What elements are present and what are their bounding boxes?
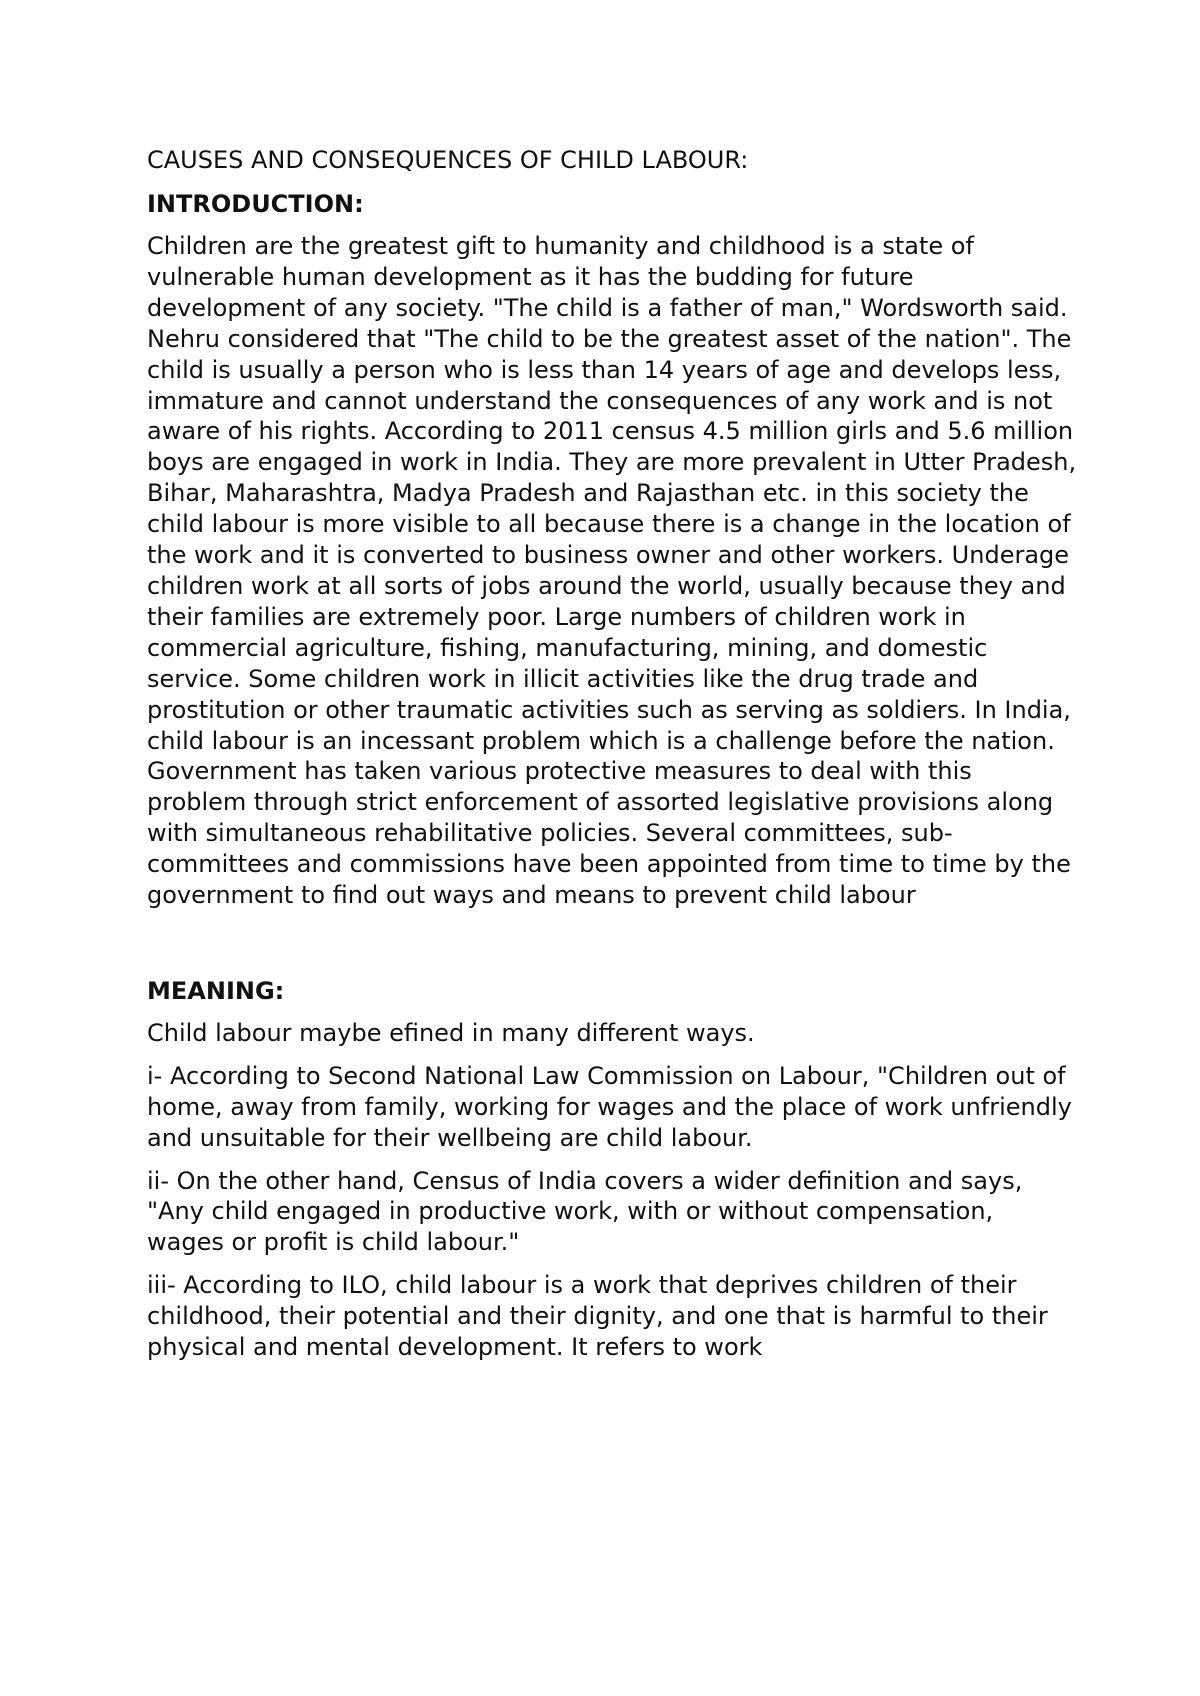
definition-item-1: i- According to Second National Law Commission on Labour, "Children out of home, away from family, working for wages and the place of work unfriendly and unsuitable for their wellbeing are child labour. (147, 1061, 1072, 1152)
introduction-heading: INTRODUCTION: (147, 190, 364, 218)
meaning-heading: MEANING: (147, 976, 285, 1005)
meaning-intro: Child labour maybe efined in many different ways. (147, 1018, 755, 1047)
document-body (147, 143, 1077, 1363)
document-title: CAUSES AND CONSEQUENCES OF CHILD LABOUR: (147, 146, 749, 174)
definition-item-3: iii- According to ILO, child labour is a work that deprives children of their childhood, their potential and their dignity, and one that is harmful to their physical and mental development. It refers to work (147, 1271, 1048, 1362)
introduction-paragraph: Children are the greatest gift to humanity and childhood is a state of vulnerable human development as it has the budding for future development of any society. "The child is a father of man," Wordsworth said. Nehru considered that "The child to be the greatest asset of the nation". The child is usually a person who is less than 14 years of age and develops less, immature and cannot understand the consequences of any work and is not aware of his rights. According to 2011 census 4.5 million girls and 5.6 million boys are engaged in work in India. They are more prevalent in Utter Pradesh, Bihar, Maharashtra, Madya Pradesh and Rajasthan etc. in this society the child labour is more visible to all because there is a change in the location of the work and it is converted to business owner and other workers. Underage children work at all sorts of jobs around the world, usually because they and their families are extremely poor. Large numbers of children work in commercial agriculture, fishing, manufacturing, mining, and domestic service. Some children work in illicit activities like the drug trade and prostitution or other traumatic activities such as serving as soldiers. In India, child labour is an incessant problem which is a challenge before the nation. Government has taken various protective measures to deal with this problem through strict enforcement of assorted legislative provisions along with simultaneous rehabilitative policies. Several committees, sub-committees and commissions have been appointed from time to time by the government to find out ways and means to prevent child labour (147, 232, 1077, 910)
definition-item-2: ii- On the other hand, Census of India covers a wider definition and says, "Any child engaged in productive work, with or without compensation, wages or profit is child labour." (147, 1166, 1023, 1257)
